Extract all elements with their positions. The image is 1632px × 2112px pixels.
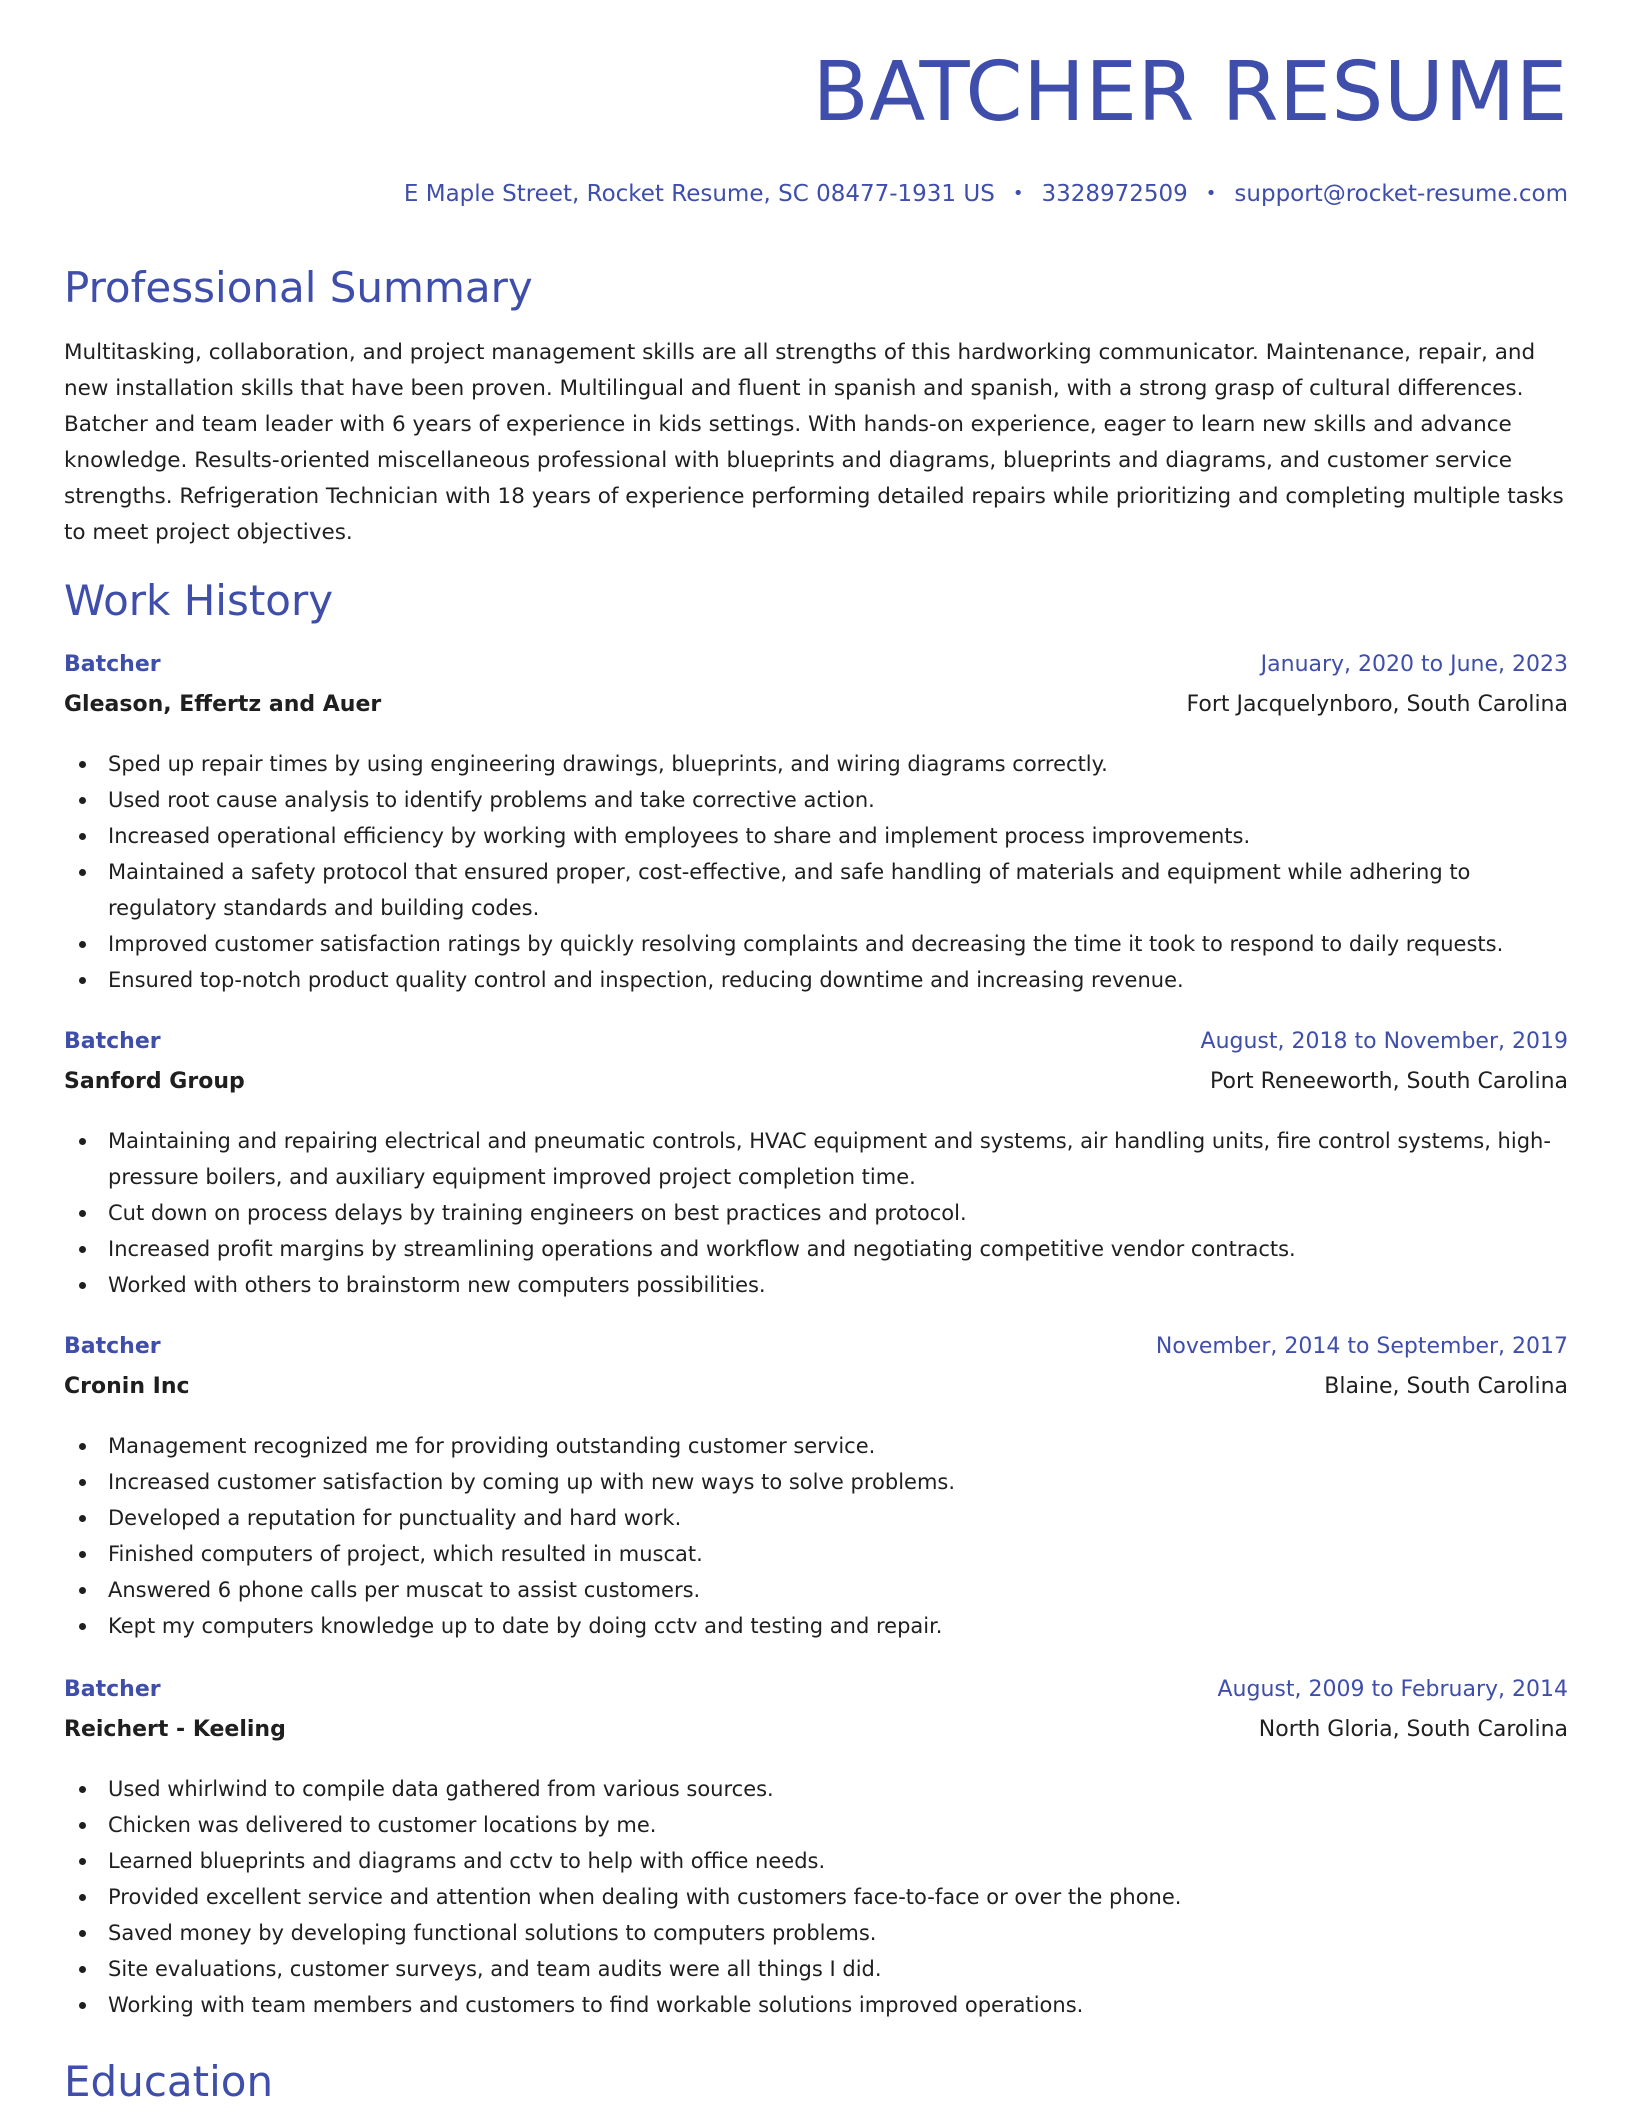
job-title: Batcher — [64, 1677, 161, 1702]
job-company-row — [64, 694, 1568, 734]
section-title-work-history: Work History — [64, 576, 334, 625]
job-bullet: Finished computers of project, which resulted in muscat. — [64, 1536, 1568, 1572]
job-bullet: Provided excellent service and attention when dealing with customers face-to-face or over the phone. — [64, 1879, 1568, 1915]
job-dates: August, 2018 to November, 2019 — [1200, 1029, 1568, 1054]
job-bullet: Cut down on process delays by training engineers on best practices and protocol. — [64, 1195, 1568, 1231]
job-bullet: Maintained a safety protocol that ensured proper, cost-effective, and safe handling of materials and equipment while adhering to regulatory standards and building codes. — [64, 854, 1568, 926]
job-company-row — [64, 1719, 1568, 1759]
job-bullet: Saved money by developing functional solutions to computers problems. — [64, 1915, 1568, 1951]
contact-address: E Maple Street, Rocket Resume, SC 08477-1931 US — [403, 181, 995, 207]
contact-separator: • — [1205, 183, 1217, 204]
job-bullet-list — [64, 1428, 1568, 1644]
contact-email: support@rocket-resume.com — [1234, 181, 1568, 207]
job-bullet: Developed a reputation for punctuality and hard work. — [64, 1500, 1568, 1536]
job-entry — [64, 1679, 1568, 2023]
job-company: Sanford Group — [64, 1069, 245, 1094]
job-bullet: Maintaining and repairing electrical and pneumatic controls, HVAC equipment and systems, air handling units, fire control systems, high-pressure boilers, and auxiliary equipment improved project completion time. — [64, 1123, 1568, 1195]
contact-phone: 3328972509 — [1041, 181, 1188, 207]
job-dates: January, 2020 to June, 2023 — [1260, 652, 1568, 677]
job-bullet-list — [64, 1771, 1568, 2023]
job-entry — [64, 654, 1568, 998]
job-bullet: Increased profit margins by streamlining operations and workflow and negotiating competitive vendor contracts. — [64, 1231, 1568, 1267]
section-title-education: Education — [64, 2057, 274, 2106]
job-entry — [64, 1336, 1568, 1644]
job-bullet: Site evaluations, customer surveys, and team audits were all things I did. — [64, 1951, 1568, 1987]
job-dates: November, 2014 to September, 2017 — [1155, 1334, 1568, 1359]
job-bullet-list — [64, 1123, 1568, 1303]
resume-name: BATCHER RESUME — [812, 45, 1568, 140]
job-entry — [64, 1031, 1568, 1303]
job-header-row — [64, 1031, 1568, 1071]
job-location: North Gloria, South Carolina — [1258, 1717, 1568, 1742]
job-bullet: Used whirlwind to compile data gathered from various sources. — [64, 1771, 1568, 1807]
job-header-row — [64, 1679, 1568, 1719]
job-company-row — [64, 1376, 1568, 1416]
job-company: Gleason, Effertz and Auer — [64, 692, 382, 717]
job-bullet: Learned blueprints and diagrams and cctv to help with office needs. — [64, 1843, 1568, 1879]
job-bullet: Worked with others to brainstorm new computers possibilities. — [64, 1267, 1568, 1303]
job-title: Batcher — [64, 1029, 161, 1054]
job-bullet: Working with team members and customers to find workable solutions improved operations. — [64, 1987, 1568, 2023]
job-company: Cronin Inc — [64, 1374, 190, 1399]
job-title: Batcher — [64, 652, 161, 677]
job-bullet: Ensured top-notch product quality control and inspection, reducing downtime and increasing revenue. — [64, 962, 1568, 998]
job-bullet: Kept my computers knowledge up to date by doing cctv and testing and repair. — [64, 1608, 1568, 1644]
job-bullet: Sped up repair times by using engineering drawings, blueprints, and wiring diagrams correctly. — [64, 746, 1568, 782]
job-company-row — [64, 1071, 1568, 1111]
job-title: Batcher — [64, 1334, 161, 1359]
contact-separator: • — [1012, 183, 1024, 204]
job-bullet: Improved customer satisfaction ratings by quickly resolving complaints and decreasing the time it took to respond to daily requests. — [64, 926, 1568, 962]
job-bullet: Chicken was delivered to customer locations by me. — [64, 1807, 1568, 1843]
job-bullet: Increased operational efficiency by working with employees to share and implement process improvements. — [64, 818, 1568, 854]
job-header-row — [64, 654, 1568, 694]
job-bullet: Answered 6 phone calls per muscat to assist customers. — [64, 1572, 1568, 1608]
job-location: Blaine, South Carolina — [1324, 1374, 1568, 1399]
job-location: Port Reneeworth, South Carolina — [1210, 1069, 1568, 1094]
job-dates: August, 2009 to February, 2014 — [1217, 1677, 1568, 1702]
job-location: Fort Jacquelynboro, South Carolina — [1186, 692, 1568, 717]
job-bullet-list — [64, 746, 1568, 998]
section-title-summary: Professional Summary — [64, 263, 533, 312]
job-bullet: Increased customer satisfaction by coming up with new ways to solve problems. — [64, 1464, 1568, 1500]
job-company: Reichert - Keeling — [64, 1717, 286, 1742]
job-bullet: Used root cause analysis to identify problems and take corrective action. — [64, 782, 1568, 818]
job-header-row — [64, 1336, 1568, 1376]
job-bullet: Management recognized me for providing outstanding customer service. — [64, 1428, 1568, 1464]
summary-text: Multitasking, collaboration, and project management skills are all strengths of this hardworking communicator. Maintenance, repair, and new installation skills that have been proven. Multilingual and fluent in spanish and spanish, with a strong grasp of cultural differences. Batcher and team leader with 6 years of experience in kids settings. With hands-on experience, eager to learn new skills and advance knowledge. Results-oriented miscellaneous professional with blueprints and diagrams, blueprints and diagrams, and customer service strengths. Refrigeration Technician with 18 years of experience performing detailed repairs while prioritizing and completing multiple tasks to meet project objectives. — [64, 340, 1564, 545]
contact-line — [404, 183, 1568, 206]
